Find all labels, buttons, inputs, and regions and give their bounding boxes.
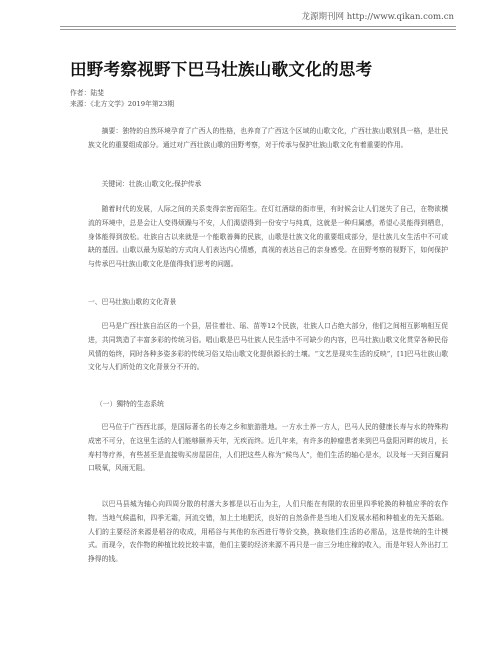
article-source: 来源：《北方文学》2019年第23期 — [70, 100, 175, 108]
body-paragraph: 随着时代的发展，人际之间的关系变得亲密而陌生。在灯红酒绿的街市里，有时候会让人们迷失了自己，在物欲横流的环境中，总是会让人变得烦躁与不安，人们渴望得到一份安宁与纯真，这就是一种归属感，希望心灵能得到栖息，身体能得到放松。壮族自古以来就是一个能歌善舞的民族，山歌是壮族文化的重要组成部分，是壮族儿女生活中不可或缺的基因。山歌以最为原始的方式向人们表达内心情感，真视的表达自己的亲身感受。在田野考察的视野下，如何保护与传承巴马壮族山歌文化是值得我们思考的问题。 — [88, 205, 448, 269]
journal-site-header: 龙源期刊网 http://www.qikan.com.cn — [301, 12, 454, 22]
header-rule-secondary — [60, 29, 456, 30]
abstract: 摘要：独特的自然环境孕育了广西人的性格，也养育了广西这个区域的山歌文化，广西壮族山歌别具一格，是壮民族文化的重要组成部分。通过对广西壮族山歌的田野考察，对于传承与保护壮族山歌文化有着重要的作用。 — [88, 127, 448, 149]
body-paragraph: 巴马位于广西西北部，是国际著名的长寿之乡和旅游胜地。一方水土养一方人，巴马人民的健康长寿与水的特殊构成密不可分，在这里生活的人们能够颐养天年，无疾而终。近几年来，有许多的肿瘤患者来到巴马盘阳河畔的坡月，长寿村等疗养，有些甚至是直接购买房屋居住，人们把这些人称为“候鸟人”，他们生活的轴心是水，以及每一天到百魔洞口吸氧，风雨无阻。 — [88, 423, 448, 473]
body-paragraph: 巴马是广西壮族自治区的一个县，居住着壮、瑶、苗等12个民族，壮族人口占绝大部分，他们之间相互影响相互促进，共同筑造了丰富多彩的传统习俗。唱山歌是巴马壮族人民生活中不可缺少的内容，巴马壮族山歌文化贯穿各种民俗风情的始终，同时各种多姿多彩的传统习俗又给山歌文化提供源长的土壤。“文艺是现实生活的反映”，[1]巴马壮族山歌文化与人们所处的文化背景分不开的。 — [88, 322, 448, 372]
article-title: 田野考察视野下巴马壮族山歌文化的思考 — [70, 60, 373, 79]
body-paragraph: 以巴马县城为轴心向四周分散的村落大多都是以石山为主，人们只能在有限的农田里四季轮换的种植应季的农作物。当地气候温和，四季无霜，河流交错，加上土地肥沃，良好的自然条件是当地人们发展水稻和种植业的先天基础。人们的主要经济来源是稻谷的收成，用稻谷与其他的东西进行等价交换，换取他们生活的必需品，这是传统的生计模式。而现今，农作物的种植比较比较丰富，他们主要的经济来源不再只是一亩三分地庄稼的收入，而是年轻人外出打工挣得的钱。 — [88, 500, 448, 564]
section-heading: 一、巴马壮族山歌的文化背景 — [88, 298, 177, 306]
header-rule — [60, 26, 456, 27]
subsection-heading: （一）獨特的生态系统 — [96, 400, 164, 408]
keywords: 关键词：壮族;山歌文化;保护传承 — [101, 180, 202, 188]
article-author: 作者：陆斐 — [70, 89, 104, 97]
